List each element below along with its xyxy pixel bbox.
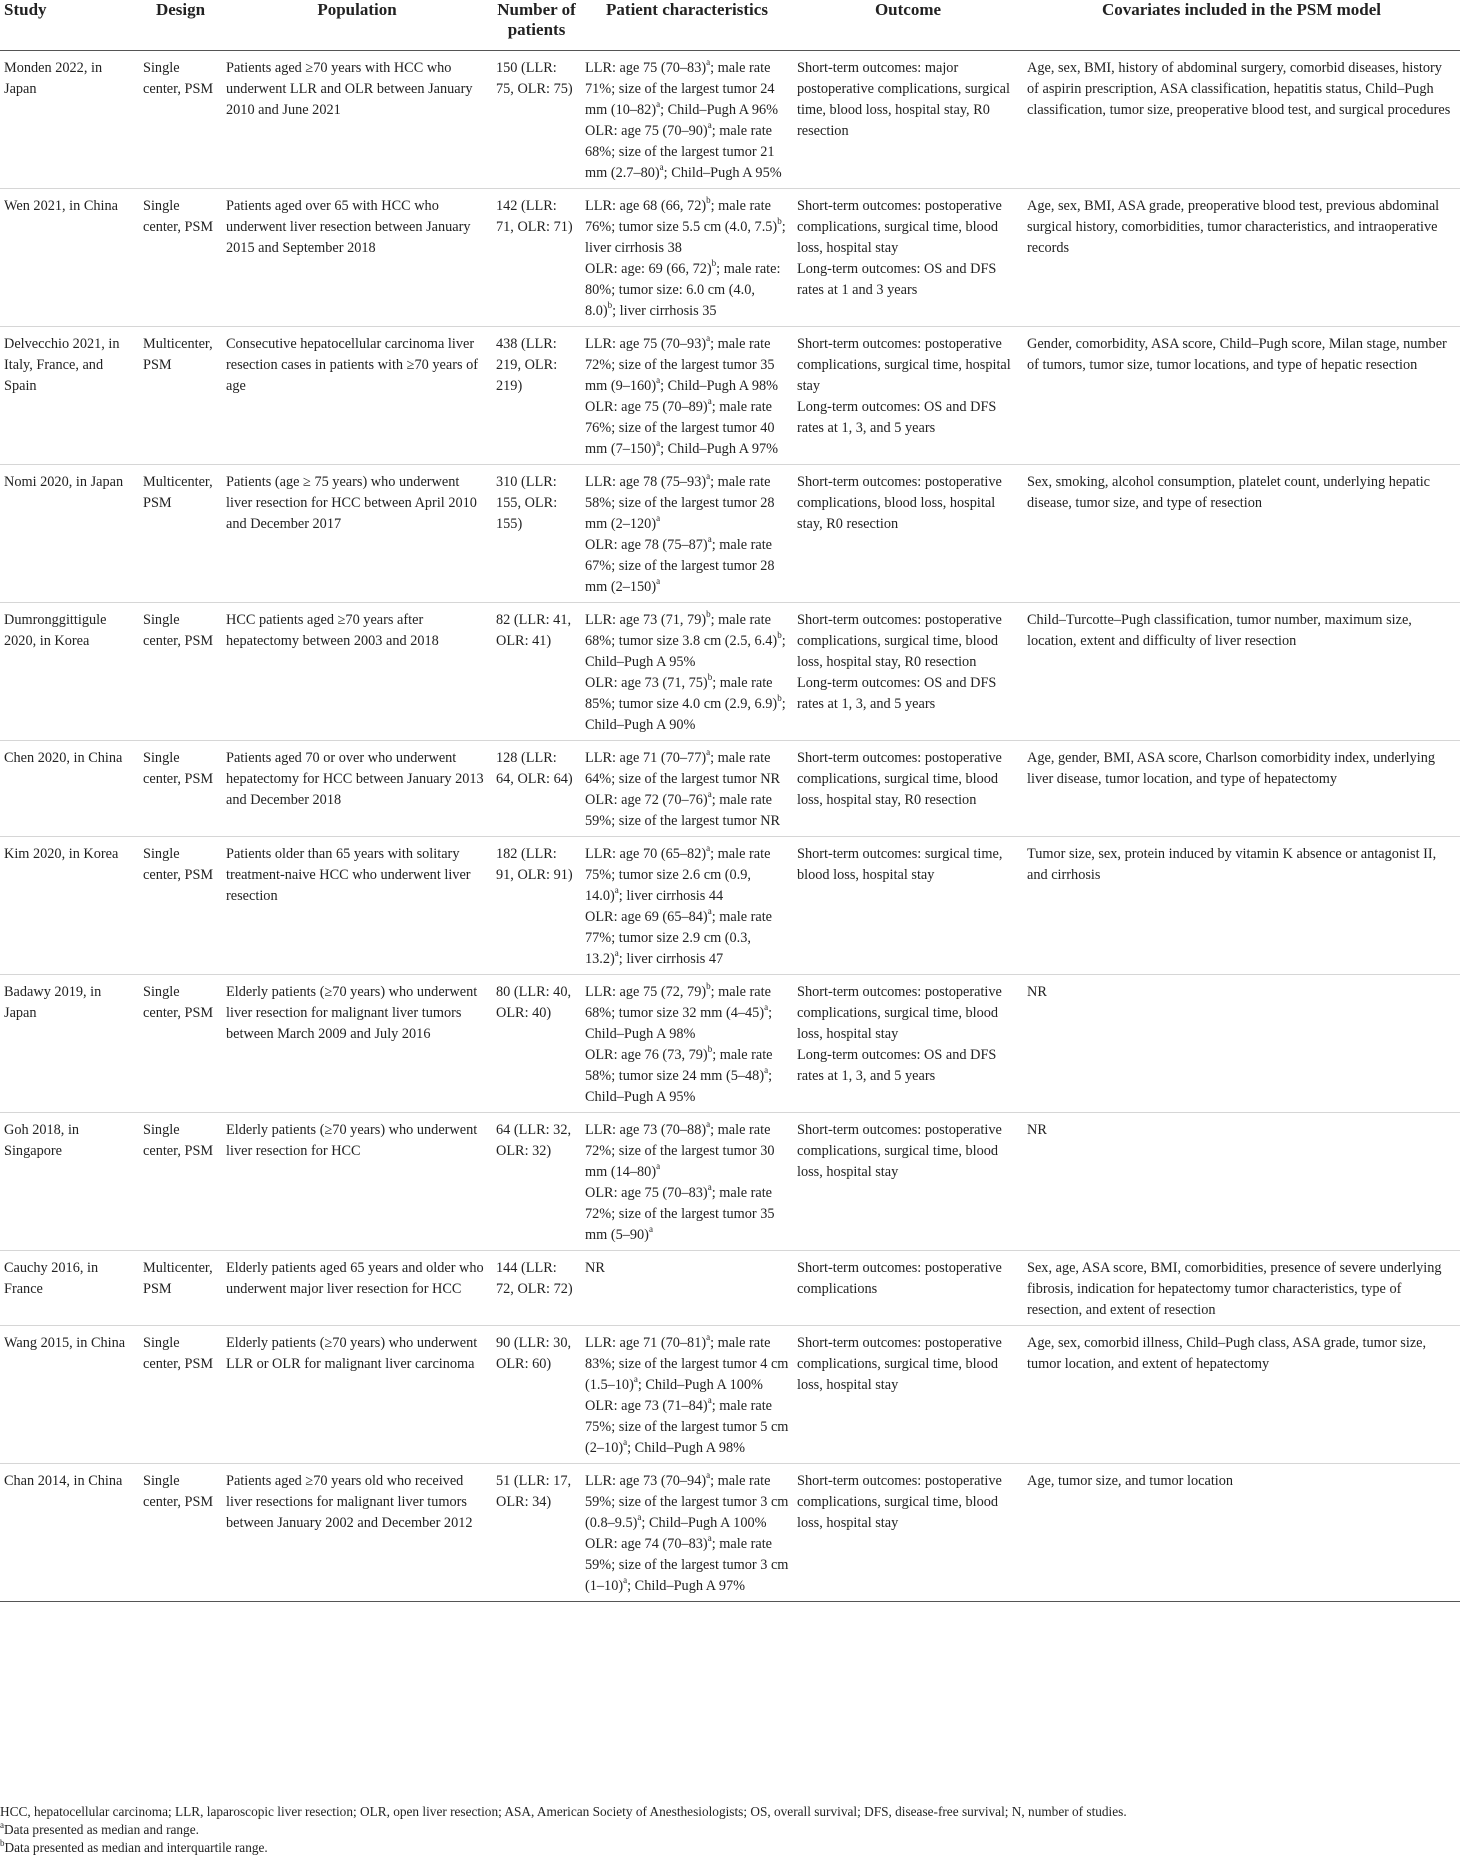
cell-covariates: Gender, comorbidity, ASA score, Child–Pugh score, Milan stage, number of tumors, tumor size, tumor locations, and type of hepatic resection bbox=[1023, 327, 1460, 465]
cell-number: 150 (LLR: 75, OLR: 75) bbox=[492, 51, 581, 189]
cell-study: Goh 2018, in Singapore bbox=[0, 1113, 139, 1251]
cell-covariates: Age, sex, comorbid illness, Child–Pugh class, ASA grade, tumor size, tumor location, and extent of hepatectomy bbox=[1023, 1326, 1460, 1464]
cell-design: Single center, PSM bbox=[139, 975, 222, 1113]
cell-number: 142 (LLR: 71, OLR: 71) bbox=[492, 189, 581, 327]
table-row bbox=[0, 51, 1460, 189]
cell-design: Single center, PSM bbox=[139, 603, 222, 741]
cell-characteristics: LLR: age 68 (66, 72)$^b$; male rate 76%; tumor size 5.5 cm (4.0, 7.5)$^b$; liver cirrhosis 38 OLR: age: 69 (66, 72)$^b$; male rate: 80%; tumor size: 6.0 cm (4.0, 8.0)$^b$; liver cirrhosis 35 bbox=[581, 189, 793, 327]
table-body bbox=[0, 51, 1460, 1602]
cell-population: Consecutive hepatocellular carcinoma liver resection cases in patients with ≥70 years of age bbox=[222, 327, 492, 465]
cell-population: Patients (age ≥ 75 years) who underwent liver resection for HCC between April 2010 and December 2017 bbox=[222, 465, 492, 603]
header-population: Population bbox=[222, 0, 492, 51]
header-patient-characteristics: Patient characteristics bbox=[581, 0, 793, 51]
table-row bbox=[0, 837, 1460, 975]
cell-study: Cauchy 2016, in France bbox=[0, 1251, 139, 1326]
cell-study: Badawy 2019, in Japan bbox=[0, 975, 139, 1113]
cell-characteristics: LLR: age 70 $(65-82)^a$; male rate 75%; tumor size 2.6 cm (0.9, 14.0)$^a$; liver cirrhosis 44 OLR: age 69 $(65-84)^a$; male rate 77%; tumor size 2.9 cm (0.3, 13.2)$^a$; liver cirrhosis 47 bbox=[581, 837, 793, 975]
cell-study: Wang 2015, in China bbox=[0, 1326, 139, 1464]
table-row bbox=[0, 189, 1460, 327]
cell-outcome: Short-term outcomes: postoperative complications, surgical time, blood loss, hospital stay Long-term outcomes: OS and DFS rates at 1 and 3 years bbox=[793, 189, 1023, 327]
cell-design: Single center, PSM bbox=[139, 837, 222, 975]
cell-characteristics: LLR: age 73 $(70-88)^a$; male rate 72%; size of the largest tumor 30 mm $(14-80)^a$ OLR: age 75 $(70-83)^a$; male rate 72%; size of the largest tumor 35 mm $(5-90)^a$ bbox=[581, 1113, 793, 1251]
cell-covariates: Age, sex, BMI, ASA grade, preoperative blood test, previous abdominal surgical history, comorbidities, tumor characteristics, and intraoperative records bbox=[1023, 189, 1460, 327]
header-outcome: Outcome bbox=[793, 0, 1023, 51]
table-footnotes bbox=[0, 1803, 1460, 1857]
cell-design: Multicenter, PSM bbox=[139, 465, 222, 603]
cell-design: Single center, PSM bbox=[139, 51, 222, 189]
cell-covariates: Child–Turcotte–Pugh classification, tumor number, maximum size, location, extent and difficulty of liver resection bbox=[1023, 603, 1460, 741]
cell-population: Patients aged 70 or over who underwent hepatectomy for HCC between January 2013 and December 2018 bbox=[222, 741, 492, 837]
cell-design: Single center, PSM bbox=[139, 1113, 222, 1251]
cell-number: 128 (LLR: 64, OLR: 64) bbox=[492, 741, 581, 837]
cell-design: Single center, PSM bbox=[139, 1326, 222, 1464]
table-row bbox=[0, 1251, 1460, 1326]
cell-study: Nomi 2020, in Japan bbox=[0, 465, 139, 603]
cell-study: Monden 2022, in Japan bbox=[0, 51, 139, 189]
footnote-abbreviations: HCC, hepatocellular carcinoma; LLR, laparoscopic liver resection; OLR, open liver resection; ASA, American Society of Anesthesiologists; OS, overall survival; DFS, disease-free survival; N, number of studies. bbox=[0, 1804, 1127, 1819]
cell-outcome: Short-term outcomes: postoperative complications bbox=[793, 1251, 1023, 1326]
cell-number: 144 (LLR: 72, OLR: 72) bbox=[492, 1251, 581, 1326]
cell-design: Multicenter, PSM bbox=[139, 1251, 222, 1326]
header-study: Study bbox=[0, 0, 139, 51]
footnote-a bbox=[0, 1821, 1460, 1839]
cell-population: Elderly patients (≥70 years) who underwent liver resection for HCC bbox=[222, 1113, 492, 1251]
cell-outcome: Short-term outcomes: postoperative complications, surgical time, hospital stay Long-term outcomes: OS and DFS rates at 1, 3, and 5 years bbox=[793, 327, 1023, 465]
cell-outcome: Short-term outcomes: major postoperative complications, surgical time, blood loss, hospital stay, R0 resection bbox=[793, 51, 1023, 189]
cell-outcome: Short-term outcomes: postoperative complications, surgical time, blood loss, hospital stay bbox=[793, 1464, 1023, 1602]
cell-study: Kim 2020, in Korea bbox=[0, 837, 139, 975]
cell-covariates: NR bbox=[1023, 975, 1460, 1113]
cell-covariates: Sex, age, ASA score, BMI, comorbidities, presence of severe underlying fibrosis, indication for hepatectomy tumor characteristics, type of resection, and extent of resection bbox=[1023, 1251, 1460, 1326]
cell-study: Chen 2020, in China bbox=[0, 741, 139, 837]
table-row bbox=[0, 465, 1460, 603]
cell-study: Dumronggittigule 2020, in Korea bbox=[0, 603, 139, 741]
cell-characteristics: LLR: age 78 $(75-93)^a$; male rate 58%; size of the largest tumor 28 mm $(2-120)^a$ OLR: age 78 $(75-87)^a$; male rate 67%; size of the largest tumor 28 mm $(2-150)^a$ bbox=[581, 465, 793, 603]
cell-study: Chan 2014, in China bbox=[0, 1464, 139, 1602]
cell-study: Delvecchio 2021, in Italy, France, and Spain bbox=[0, 327, 139, 465]
cell-number: 438 (LLR: 219, OLR: 219) bbox=[492, 327, 581, 465]
cell-characteristics: LLR: age 71 $(70-81)^a$; male rate 83%; size of the largest tumor 4 cm $(1.5-10)^a$; Child–Pugh A 100% OLR: age 73 $(71-84)^a$; male rate 75%; size of the largest tumor 5 cm $(2-10)^a$; Child–Pugh A 98% bbox=[581, 1326, 793, 1464]
cell-outcome: Short-term outcomes: postoperative complications, blood loss, hospital stay, R0 resection bbox=[793, 465, 1023, 603]
cell-outcome: Short-term outcomes: postoperative complications, surgical time, blood loss, hospital stay bbox=[793, 1326, 1023, 1464]
cell-number: 64 (LLR: 32, OLR: 32) bbox=[492, 1113, 581, 1251]
header-number-of-patients: Number of patients bbox=[492, 0, 581, 51]
cell-covariates: Age, gender, BMI, ASA score, Charlson comorbidity index, underlying liver disease, tumor location, and type of hepatectomy bbox=[1023, 741, 1460, 837]
cell-number: 90 (LLR: 30, OLR: 60) bbox=[492, 1326, 581, 1464]
cell-population: HCC patients aged ≥70 years after hepatectomy between 2003 and 2018 bbox=[222, 603, 492, 741]
cell-characteristics: LLR: age 75 (72, 79)$^b$; male rate 68%; tumor size 32 mm $(4-45)^a$; Child–Pugh A 98% OLR: age 76 (73, 79)$^b$; male rate 58%; tumor size 24 mm $(5-48)^a$; Child–Pugh A 95% bbox=[581, 975, 793, 1113]
cell-covariates: Sex, smoking, alcohol consumption, platelet count, underlying hepatic disease, tumor size, and type of resection bbox=[1023, 465, 1460, 603]
table-row bbox=[0, 603, 1460, 741]
cell-characteristics: LLR: age 75 $(70-93)^a$; male rate 72%; size of the largest tumor 35 mm $(9-160)^a$; Child–Pugh A 98% OLR: age 75 $(70-89)^a$; male rate 76%; size of the largest tumor 40 mm $(7-150)^a$; Child–Pugh A 97% bbox=[581, 327, 793, 465]
cell-covariates: Age, sex, BMI, history of abdominal surgery, comorbid diseases, history of aspirin prescription, ASA classification, hepatitis status, Child–Pugh classification, tumor size, preoperative blood test, and surgical procedures bbox=[1023, 51, 1460, 189]
cell-population: Patients older than 65 years with solitary treatment-naive HCC who underwent liver resection bbox=[222, 837, 492, 975]
cell-design: Multicenter, PSM bbox=[139, 327, 222, 465]
cell-population: Patients aged ≥70 years with HCC who underwent LLR and OLR between January 2010 and June 2021 bbox=[222, 51, 492, 189]
cell-outcome: Short-term outcomes: postoperative complications, surgical time, blood loss, hospital stay bbox=[793, 1113, 1023, 1251]
cell-characteristics: LLR: age 73 (71, 79)$^b$; male rate 68%; tumor size 3.8 cm (2.5, 6.4)$^b$; Child–Pugh A 95% OLR: age 73 (71, 75)$^b$; male rate 85%; tumor size 4.0 cm (2.9, 6.9)$^b$; Child–Pugh A 90% bbox=[581, 603, 793, 741]
cell-number: 310 (LLR: 155, OLR: 155) bbox=[492, 465, 581, 603]
cell-covariates: Age, tumor size, and tumor location bbox=[1023, 1464, 1460, 1602]
table-header-row bbox=[0, 0, 1460, 51]
table-row bbox=[0, 1113, 1460, 1251]
header-covariates: Covariates included in the PSM model bbox=[1023, 0, 1460, 51]
table-row bbox=[0, 1464, 1460, 1602]
cell-population: Patients aged ≥70 years old who received liver resections for malignant liver tumors between January 2002 and December 2012 bbox=[222, 1464, 492, 1602]
cell-design: Single center, PSM bbox=[139, 189, 222, 327]
header-design: Design bbox=[139, 0, 222, 51]
table-row bbox=[0, 975, 1460, 1113]
footnote-a-text: Data presented as median and range. bbox=[4, 1822, 199, 1837]
cell-outcome: Short-term outcomes: postoperative complications, surgical time, blood loss, hospital stay Long-term outcomes: OS and DFS rates at 1, 3, and 5 years bbox=[793, 975, 1023, 1113]
cell-characteristics: NR bbox=[581, 1251, 793, 1326]
cell-design: Single center, PSM bbox=[139, 741, 222, 837]
table-row bbox=[0, 327, 1460, 465]
cell-characteristics: LLR: age 73 $(70-94)^a$; male rate 59%; size of the largest tumor 3 cm $(0.8-9.5)^a$; Child–Pugh A 100% OLR: age 74 $(70-83)^a$; male rate 59%; size of the largest tumor 3 cm $(1-10)^a$; Child–Pugh A 97% bbox=[581, 1464, 793, 1602]
cell-covariates: Tumor size, sex, protein induced by vitamin K absence or antagonist II, and cirrhosis bbox=[1023, 837, 1460, 975]
cell-number: 182 (LLR: 91, OLR: 91) bbox=[492, 837, 581, 975]
cell-outcome: Short-term outcomes: postoperative complications, surgical time, blood loss, hospital stay, R0 resection bbox=[793, 741, 1023, 837]
cell-population: Elderly patients (≥70 years) who underwent liver resection for malignant liver tumors between March 2009 and July 2016 bbox=[222, 975, 492, 1113]
footnote-b bbox=[0, 1839, 1460, 1857]
cell-outcome: Short-term outcomes: postoperative complications, surgical time, blood loss, hospital stay, R0 resection Long-term outcomes: OS and DFS rates at 1, 3, and 5 years bbox=[793, 603, 1023, 741]
cell-characteristics: LLR: age 71 $(70-77)^a$; male rate 64%; size of the largest tumor NR OLR: age 72 $(70-76)^a$; male rate 59%; size of the largest tumor NR bbox=[581, 741, 793, 837]
footnote-b-mark: b bbox=[0, 1837, 5, 1848]
footnote-b-text: Data presented as median and interquartile range. bbox=[4, 1840, 268, 1855]
cell-population: Patients aged over 65 with HCC who underwent liver resection between January 2015 and September 2018 bbox=[222, 189, 492, 327]
cell-number: 82 (LLR: 41, OLR: 41) bbox=[492, 603, 581, 741]
cell-population: Elderly patients aged 65 years and older who underwent major liver resection for HCC bbox=[222, 1251, 492, 1326]
cell-number: 80 (LLR: 40, OLR: 40) bbox=[492, 975, 581, 1113]
cell-number: 51 (LLR: 17, OLR: 34) bbox=[492, 1464, 581, 1602]
cell-design: Single center, PSM bbox=[139, 1464, 222, 1602]
footnote-a-mark: a bbox=[0, 1819, 4, 1830]
cell-outcome: Short-term outcomes: surgical time, blood loss, hospital stay bbox=[793, 837, 1023, 975]
cell-population: Elderly patients (≥70 years) who underwent LLR or OLR for malignant liver carcinoma bbox=[222, 1326, 492, 1464]
table-row bbox=[0, 1326, 1460, 1464]
cell-covariates: NR bbox=[1023, 1113, 1460, 1251]
cell-study: Wen 2021, in China bbox=[0, 189, 139, 327]
cell-characteristics: LLR: age 75 $(70-83)^a$; male rate 71%; size of the largest tumor 24 mm $(10-82)^a$; Child–Pugh A 96% OLR: age 75 $(70-90)^a$; male rate 68%; size of the largest tumor 21 mm $(2.7-80)^a$; Child–Pugh A 95% bbox=[581, 51, 793, 189]
table-row bbox=[0, 741, 1460, 837]
